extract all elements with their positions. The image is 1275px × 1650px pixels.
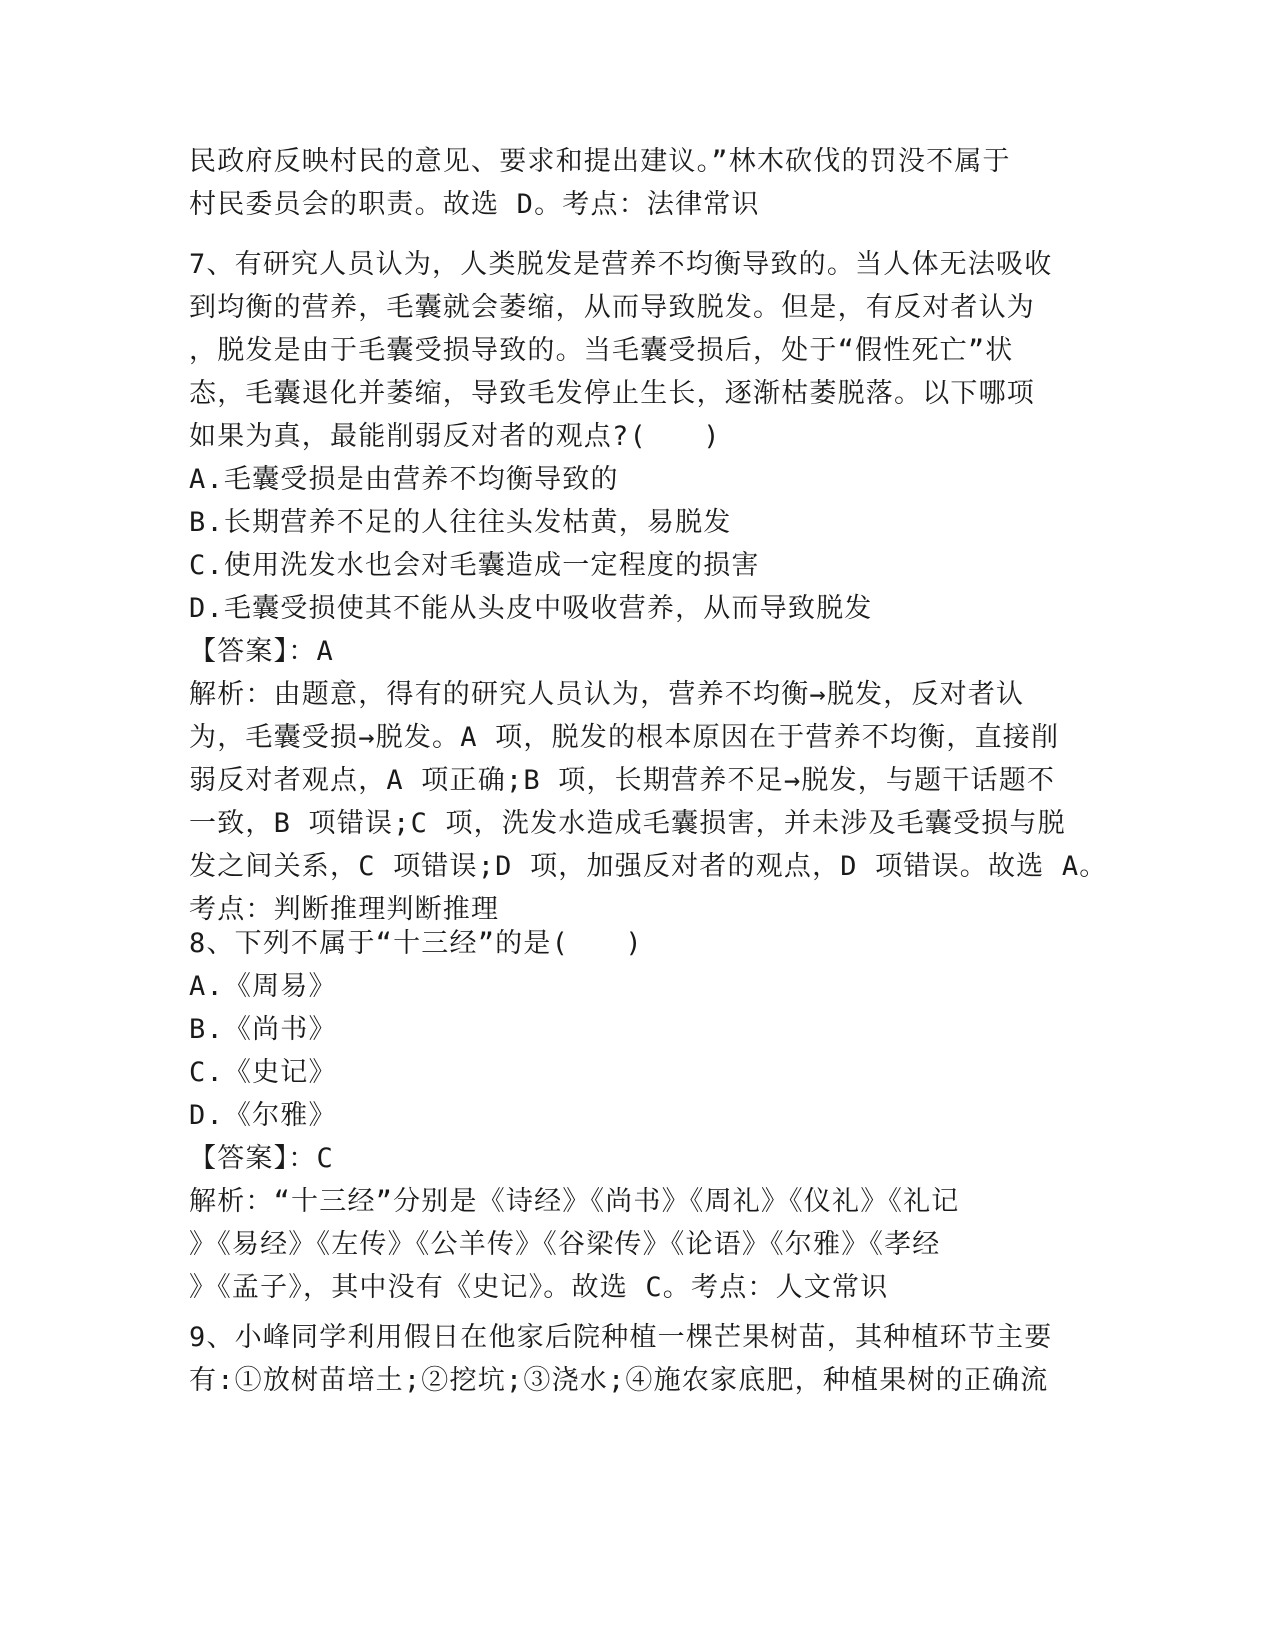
answer-label: 【答案】：A (189, 636, 334, 667)
text-line: 有:①放树苗培土;②挖坑;③浇水;④施农家底肥，种植果树的正确流 (189, 1365, 1049, 1396)
text-line: 解析：“十三经”分别是《诗经》《尚书》《周礼》《仪礼》《礼记 (189, 1186, 960, 1217)
option-b: B.长期营养不足的人往往头发枯黄，易脱发 (189, 507, 732, 538)
option-a: A.《周易》 (189, 971, 337, 1002)
text-line: 发之间关系，C 项错误;D 项，加强反对者的观点，D 项错误。故选 A。 (189, 851, 1108, 882)
question-6-tail (189, 140, 1089, 226)
text-line: 9、小峰同学利用假日在他家后院种植一棵芒果树苗，其种植环节主要 (189, 1322, 1053, 1353)
text-line: ，脱发是由于毛囊受损导致的。当毛囊受损后，处于“假性死亡”状 (189, 335, 1014, 366)
question-stem (189, 243, 1089, 458)
option-list (189, 965, 1089, 1137)
text-line: 7、有研究人员认为，人类脱发是营养不均衡导致的。当人体无法吸收 (189, 249, 1053, 280)
option-c: C.《史记》 (189, 1057, 337, 1088)
text-line: 如果为真，最能削弱反对者的观点?( ) (189, 421, 721, 452)
text-line: 考点：判断推理判断推理 (189, 894, 500, 925)
analysis (189, 1180, 1089, 1309)
text-line: 》《孟子》，其中没有《史记》。故选 C。考点：人文常识 (189, 1272, 889, 1303)
answer-label: 【答案】：C (189, 1143, 334, 1174)
text-line: 》《易经》《左传》《公羊传》《谷梁传》《论语》《尔雅》《孝经 (189, 1229, 941, 1260)
text-line: 解析：由题意，得有的研究人员认为，营养不均衡→脱发，反对者认 (189, 679, 1025, 710)
option-list (189, 458, 1089, 630)
question-stem: 8、下列不属于“十三经”的是( ) (189, 928, 643, 959)
question-8 (189, 922, 1089, 1309)
text-line: 态，毛囊退化并萎缩，导致毛发停止生长，逐渐枯萎脱落。以下哪项 (189, 378, 1035, 409)
question-7 (189, 243, 1108, 931)
text-line: 一致，B 项错误;C 项，洗发水造成毛囊损害，并未涉及毛囊受损与脱 (189, 808, 1066, 839)
text-line: 为，毛囊受损→脱发。A 项，脱发的根本原因在于营养不均衡，直接削 (189, 722, 1060, 753)
question-9 (189, 1316, 1089, 1402)
option-c: C.使用洗发水也会对毛囊造成一定程度的损害 (189, 550, 760, 581)
text-line: 民政府反映村民的意见、要求和提出建议。”林木砍伐的罚没不属于 (189, 146, 1011, 177)
option-a: A.毛囊受损是由营养不均衡导致的 (189, 464, 619, 495)
option-b: B.《尚书》 (189, 1014, 337, 1045)
text-line: 村民委员会的职责。故选 D。考点：法律常识 (189, 189, 760, 220)
analysis (189, 673, 1108, 931)
option-d: D.《尔雅》 (189, 1100, 337, 1131)
text-line: 到均衡的营养，毛囊就会萎缩，从而导致脱发。但是，有反对者认为 (189, 292, 1035, 323)
option-d: D.毛囊受损使其不能从头皮中吸收营养，从而导致脱发 (189, 593, 873, 624)
text-line: 弱反对者观点，A 项正确;B 项，长期营养不足→脱发，与题干话题不 (189, 765, 1056, 796)
